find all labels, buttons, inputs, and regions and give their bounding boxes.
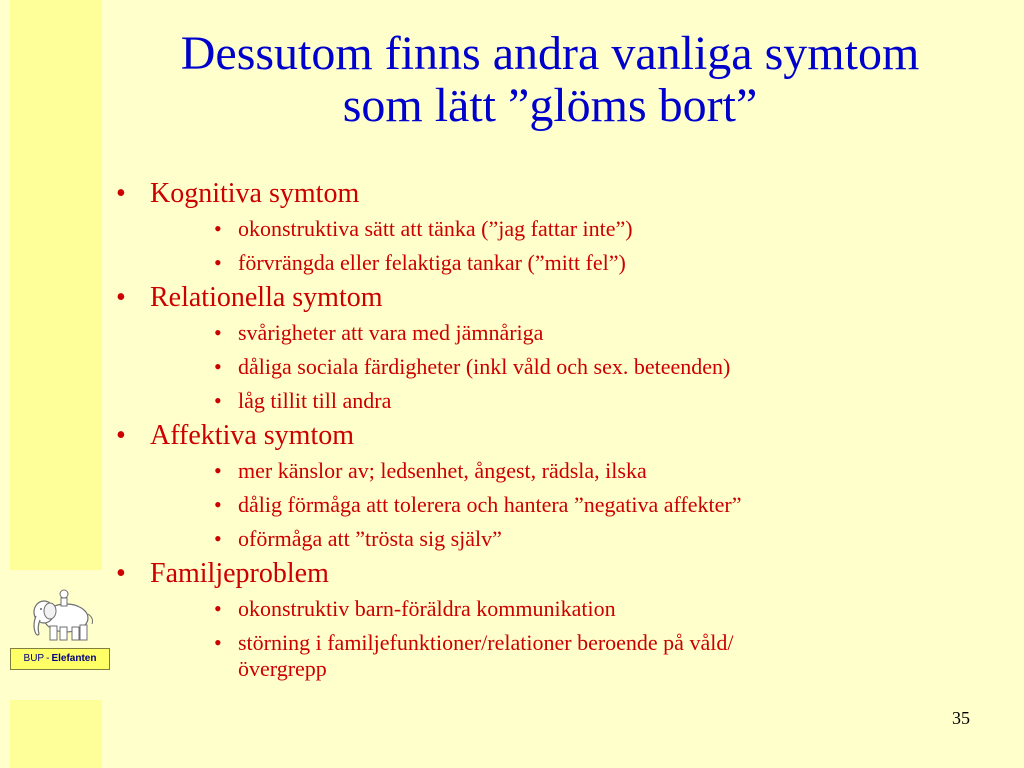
list-item-text: dålig förmåga att tolerera och hantera ”negativa affekter” <box>238 492 742 517</box>
list-item-text: okonstruktiva sätt att tänka (”jag fattar inte”) <box>238 216 633 241</box>
bullet-marker: • <box>214 250 222 275</box>
list-item <box>112 246 952 280</box>
bullet-marker: • <box>214 354 222 379</box>
bullet-marker: • <box>214 320 222 345</box>
section-family <box>112 556 952 592</box>
section-relational <box>112 280 952 316</box>
bullet-marker: • <box>214 526 222 551</box>
bullet-marker: • <box>116 420 126 451</box>
section-label: Kognitiva symtom <box>150 178 360 209</box>
logo-name: Elefanten <box>51 653 97 664</box>
elephant-icon <box>30 584 100 644</box>
list-item <box>112 454 952 488</box>
list-item <box>112 488 952 522</box>
list-item-text: svårigheter att vara med jämnåriga <box>238 320 544 345</box>
bullet-marker: • <box>116 282 126 313</box>
list-item-text: okonstruktiv barn-föräldra kommunikation <box>238 596 616 621</box>
section-cognitive <box>112 176 952 212</box>
list-item-text: störning i familjefunktioner/relationer beroende på våld/övergrepp <box>238 630 734 681</box>
section-label: Familjeproblem <box>150 558 329 589</box>
section-label: Relationella symtom <box>150 282 383 313</box>
list-item <box>112 212 952 246</box>
list-item-text: oförmåga att ”trösta sig själv” <box>238 526 502 551</box>
section-affective <box>112 418 952 454</box>
bullet-marker: • <box>214 458 222 483</box>
bullet-marker: • <box>116 178 126 209</box>
bullet-marker: • <box>214 630 222 655</box>
bullet-marker: • <box>214 596 222 621</box>
section-label: Affektiva symtom <box>150 420 355 451</box>
left-decor-bar-top <box>10 0 102 570</box>
list-item <box>112 522 952 556</box>
logo-label <box>10 648 110 670</box>
logo-separator: - <box>46 653 50 664</box>
bullet-marker: • <box>214 492 222 517</box>
list-item <box>112 316 952 350</box>
list-item-text: mer känslor av; ledsenhet, ångest, rädsla, ilska <box>238 458 647 483</box>
bullet-marker: • <box>214 216 222 241</box>
list-item <box>112 350 952 384</box>
bullet-list <box>112 176 952 686</box>
list-item <box>112 384 952 418</box>
left-decor-bar-bottom <box>10 700 102 768</box>
list-item-text: dåliga sociala färdigheter (inkl våld och sex. beteenden) <box>238 354 731 379</box>
slide-title: Dessutom finns andra vanliga symtom som lätt ”glöms bort” <box>180 27 920 132</box>
bullet-marker: • <box>116 558 126 589</box>
logo-prefix: BUP <box>23 653 45 664</box>
list-item-text: låg tillit till andra <box>238 388 392 413</box>
page-number: 35 <box>952 708 970 728</box>
list-item-text: förvrängda eller felaktiga tankar (”mitt fel”) <box>238 250 626 275</box>
list-item <box>112 626 798 686</box>
bullet-marker: • <box>214 388 222 413</box>
list-item <box>112 592 952 626</box>
